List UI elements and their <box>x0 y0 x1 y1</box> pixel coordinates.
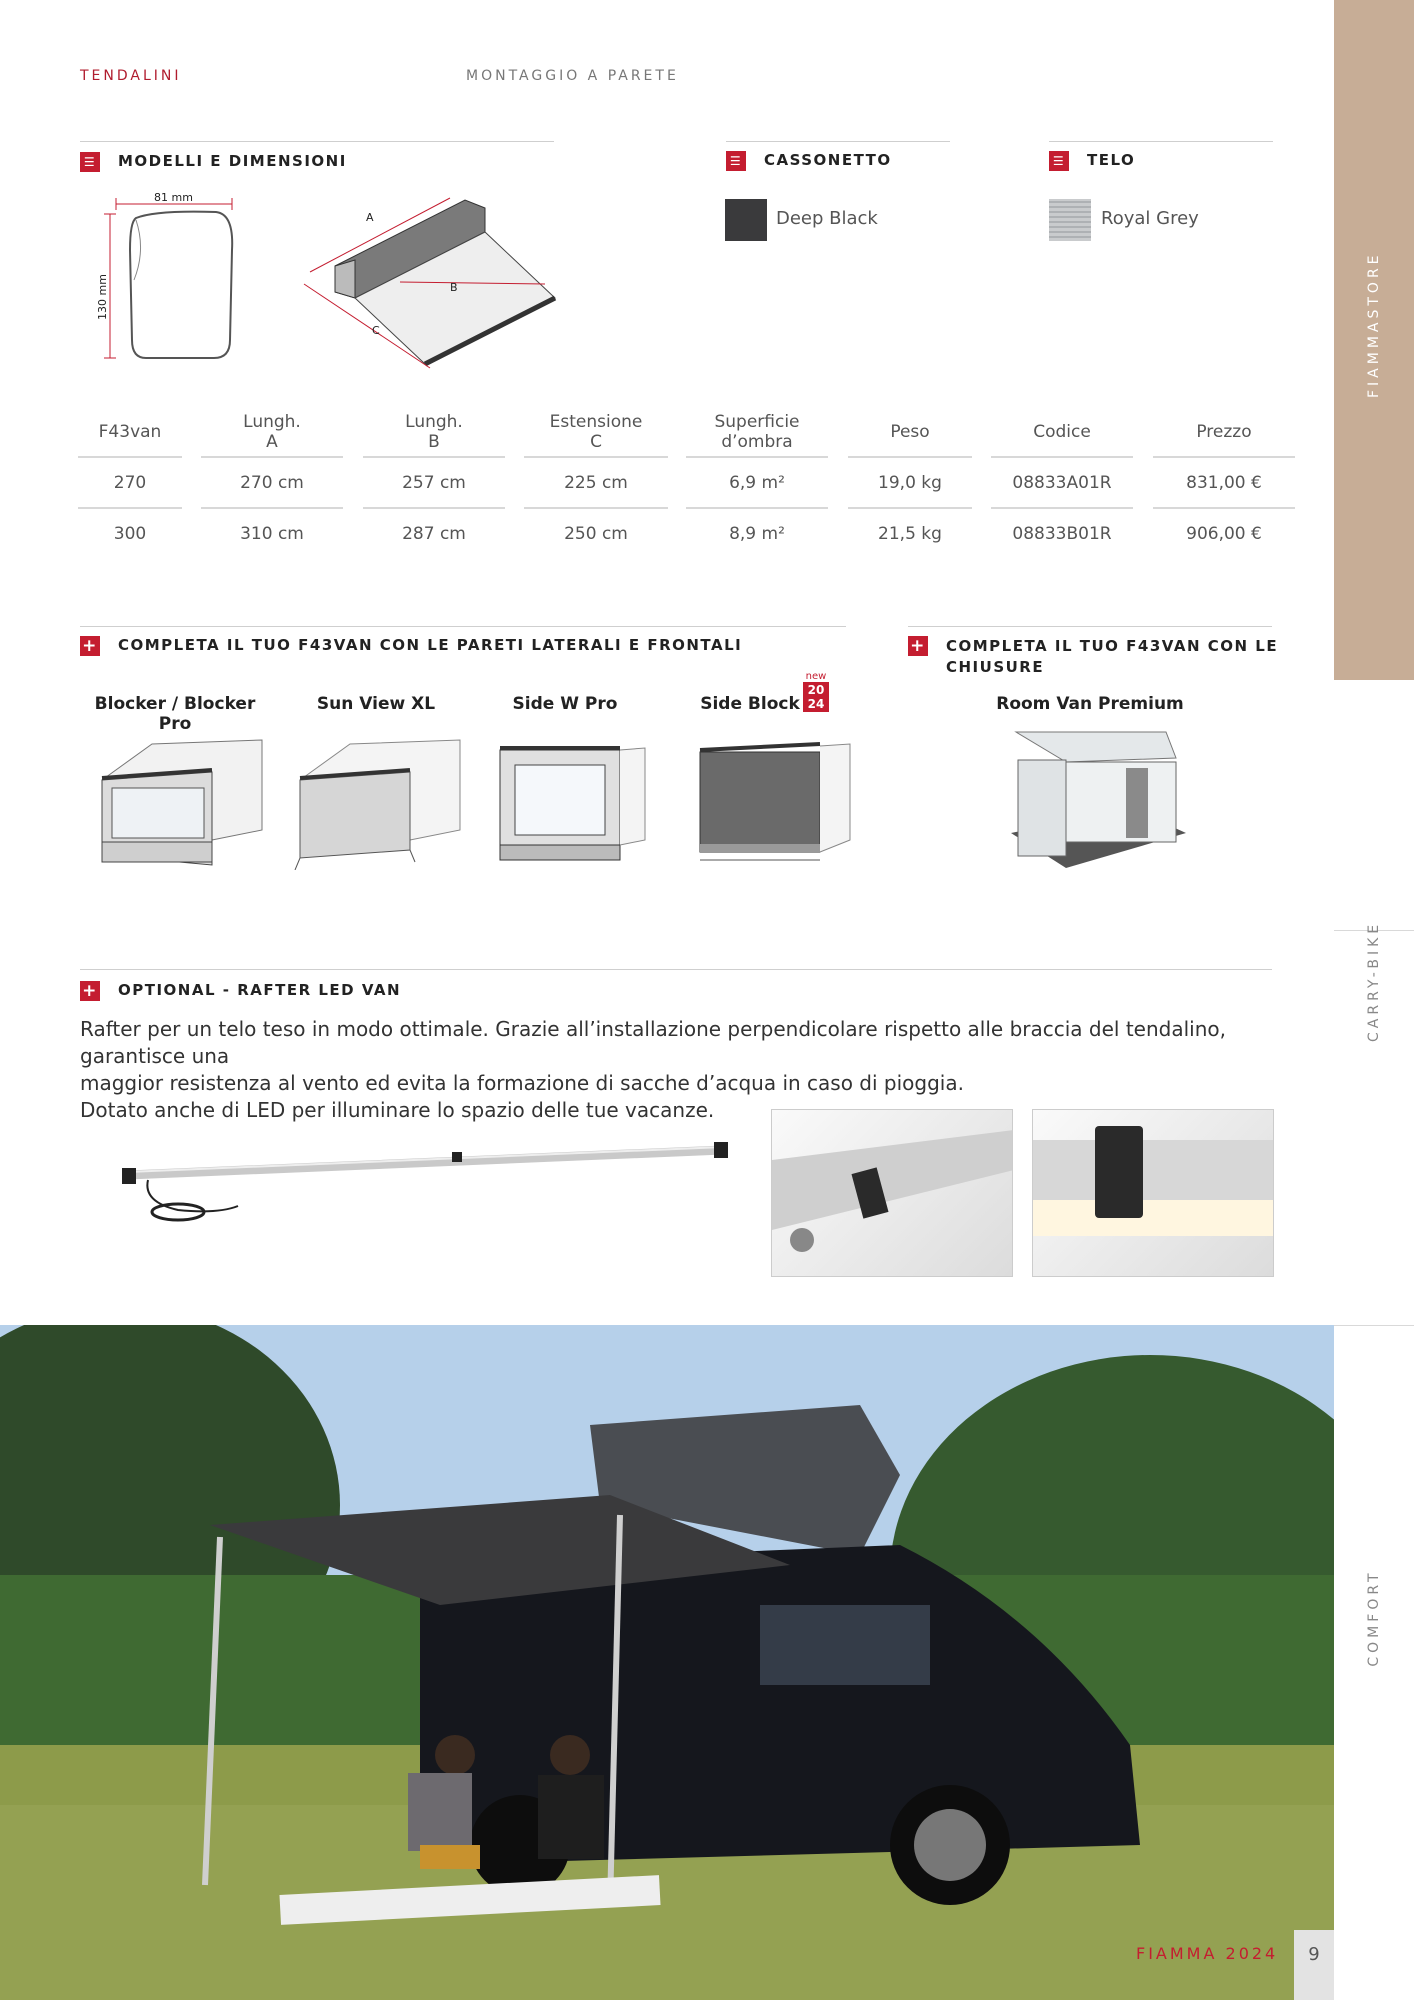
cassonetto-heading-label: CASSONETTO <box>764 151 892 169</box>
table-header: Superficie d’ombra <box>714 412 800 452</box>
cassonetto-heading <box>726 151 892 171</box>
rafter-image <box>118 1130 738 1230</box>
label-c: C <box>372 324 380 337</box>
optional-heading-label: OPTIONAL - RAFTER LED VAN <box>118 981 402 999</box>
list-icon: ☰ <box>80 152 100 172</box>
table-cell: 906,00 € <box>1186 524 1262 544</box>
table-cell: 19,0 kg <box>878 473 942 493</box>
new-badge <box>803 671 829 712</box>
table-cell: 08833B01R <box>1012 524 1112 544</box>
optional-heading <box>80 981 401 1001</box>
description-line: Rafter per un telo teso in modo ottimale. Grazie all’installazione perpendicolare rispetto alle braccia del tendalino, garantisce una <box>80 1017 1226 1068</box>
walls-heading <box>80 636 742 656</box>
table-header: Lungh. A <box>243 412 301 452</box>
plus-icon: + <box>908 636 928 656</box>
table-cell: 300 <box>113 524 147 544</box>
table-header: Lungh. B <box>405 412 463 452</box>
table-cell: 6,9 m² <box>729 473 785 493</box>
table-cell: 831,00 € <box>1186 473 1262 493</box>
tab-comfort-label: COMFORT <box>1366 1569 1382 1667</box>
rafter-detail-photo-1 <box>771 1109 1013 1277</box>
side-w-image <box>495 730 650 870</box>
deep-black-label: Deep Black <box>776 208 878 229</box>
divider <box>80 141 554 142</box>
table-cell: 310 cm <box>240 524 304 544</box>
models-heading-label: MODELLI E DIMENSIONI <box>118 152 347 170</box>
telo-heading-label: TELO <box>1087 151 1136 169</box>
royal-grey-label: Royal Grey <box>1101 208 1199 229</box>
table-cell: 270 cm <box>240 473 304 493</box>
tab-carry-bike[interactable] <box>1334 920 1414 1180</box>
royal-grey-swatch[interactable] <box>1049 199 1091 241</box>
new-badge-label: new <box>805 671 827 682</box>
awning-diagram <box>300 188 560 378</box>
tab-carry-bike-label: CARRY-BIKE <box>1366 920 1382 1042</box>
label-a: A <box>366 211 374 224</box>
walls-heading-label: COMPLETA IL TUO F43VAN CON LE PARETI LATERALI E FRONTALI <box>118 636 743 654</box>
table-cell: 270 <box>113 473 147 493</box>
van-lifestyle-photo <box>0 1325 1334 2000</box>
divider <box>1334 1325 1414 1326</box>
table-header: Prezzo <box>1196 422 1252 442</box>
description-line: maggior resistenza al vento ed evita la formazione di sacche d’acqua in caso di pioggia. <box>80 1071 964 1095</box>
models-heading <box>80 152 347 172</box>
divider <box>1049 141 1273 142</box>
divider <box>80 626 846 627</box>
footer-brand: FIAMMA 2024 <box>1136 1944 1279 1963</box>
closures-heading-label: COMPLETA IL TUO F43VAN CON LE CHIUSURE <box>946 637 1279 676</box>
sun-view-image <box>290 730 465 870</box>
divider <box>726 141 950 142</box>
description-line: Dotato anche di LED per illuminare lo spazio delle tue vacanze. <box>80 1098 715 1122</box>
list-icon: ☰ <box>1049 151 1069 171</box>
subsection-title: MONTAGGIO A PARETE <box>466 68 679 84</box>
divider <box>80 969 1272 970</box>
product-side-w-label: Side W Pro <box>512 694 618 714</box>
table-header: Codice <box>1033 422 1091 442</box>
new-badge-year-top: 20 <box>807 683 825 697</box>
plus-icon: + <box>80 636 100 656</box>
product-blocker-label: Blocker / Blocker Pro <box>94 694 256 734</box>
side-block-image <box>695 730 855 880</box>
optional-description <box>80 1016 1280 1124</box>
table-cell: 250 cm <box>564 524 628 544</box>
tab-fiammastore[interactable] <box>1334 0 1414 680</box>
divider <box>908 626 1272 627</box>
table-cell: 08833A01R <box>1012 473 1112 493</box>
tab-fiammastore-label: FIAMMASTORE <box>1366 251 1382 398</box>
product-side-block-label: Side Block <box>700 694 800 714</box>
new-badge-year-bottom: 24 <box>807 697 825 711</box>
plus-icon: + <box>80 981 100 1001</box>
deep-black-swatch[interactable] <box>725 199 767 241</box>
product-room-van-label: Room Van Premium <box>996 694 1184 714</box>
blocker-image <box>92 730 267 870</box>
closures-heading <box>908 636 1278 678</box>
dim-width-label: 81 mm <box>154 191 193 204</box>
label-b: B <box>450 281 458 294</box>
table-cell: 21,5 kg <box>878 524 942 544</box>
telo-heading <box>1049 151 1135 171</box>
rafter-detail-photo-2 <box>1032 1109 1274 1277</box>
dim-height-label: 130 mm <box>96 274 109 320</box>
product-sun-view-label: Sun View XL <box>316 694 436 714</box>
table-header: F43van <box>98 422 162 442</box>
table-cell: 225 cm <box>564 473 628 493</box>
table-cell: 8,9 m² <box>729 524 785 544</box>
table-header: Peso <box>890 422 930 442</box>
room-van-image <box>1006 728 1196 878</box>
tab-comfort[interactable] <box>1334 1560 1414 1760</box>
profile-diagram <box>96 190 246 380</box>
table-header: Estensione C <box>549 412 643 452</box>
page-number: 9 <box>1294 1930 1334 2000</box>
section-title: TENDALINI <box>80 68 182 84</box>
table-cell: 257 cm <box>402 473 466 493</box>
list-icon: ☰ <box>726 151 746 171</box>
table-cell: 287 cm <box>402 524 466 544</box>
